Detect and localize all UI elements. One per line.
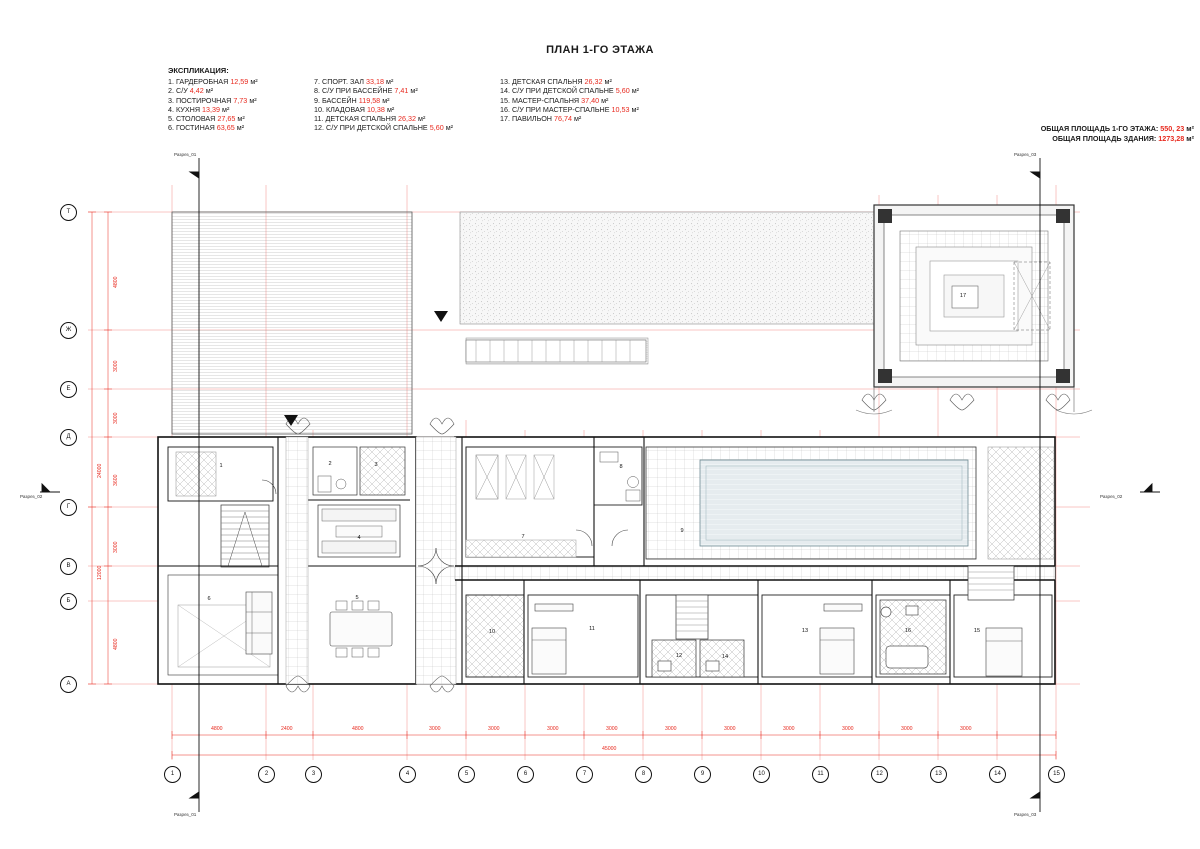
- room-label-3: 3: [374, 462, 378, 468]
- grid-col-15: 15: [1048, 766, 1065, 783]
- grid-row-v: В: [60, 558, 77, 575]
- grid-col-5: 5: [458, 766, 475, 783]
- grid-col-3: 3: [305, 766, 322, 783]
- room-label-14: 14: [721, 654, 729, 660]
- legend-item: 9. БАССЕЙН 119,58 м²: [314, 95, 390, 105]
- room-label-16: 16: [904, 628, 912, 634]
- dim-bottom-9: 3000: [724, 726, 736, 732]
- room-label-6: 6: [207, 596, 211, 602]
- grid-row-t: Т: [60, 204, 77, 221]
- dim-bottom-5: 3000: [488, 726, 500, 732]
- dim-bottom-8: 3000: [665, 726, 677, 732]
- grid-col-9: 9: [694, 766, 711, 783]
- section-mark-bottom-right: Разрез_03: [1014, 812, 1037, 817]
- legend-item: 6. ГОСТИНАЯ 63,65 м²: [168, 123, 245, 133]
- room-label-5: 5: [355, 595, 359, 601]
- dim-left-6: 4800: [113, 638, 119, 650]
- room-label-7: 7: [521, 534, 525, 540]
- grid-row-g: Г: [60, 499, 77, 516]
- section-mark-top-left: Разрез_01: [174, 152, 197, 157]
- dim-bottom-total: 45000: [602, 746, 617, 752]
- dim-bottom-3: 4800: [352, 726, 364, 732]
- dim-bottom-2: 2400: [281, 726, 293, 732]
- grid-row-a: А: [60, 676, 77, 693]
- room-label-15: 15: [973, 628, 981, 634]
- dim-bottom-1: 4800: [211, 726, 223, 732]
- grid-row-b: Б: [60, 593, 77, 610]
- dim-bottom-12: 3000: [901, 726, 913, 732]
- grid-col-1: 1: [164, 766, 181, 783]
- legend-item: 4. КУХНЯ 13,39 м²: [168, 104, 230, 114]
- section-mark-top-right: Разрез_03: [1014, 152, 1037, 157]
- legend-item: 11. ДЕТСКАЯ СПАЛЬНЯ 26,32 м²: [314, 114, 426, 124]
- room-label-1: 1: [219, 463, 223, 469]
- dim-left-total-2: 12000: [97, 565, 103, 580]
- legend-item: 3. ПОСТИРОЧНАЯ 7,73 м²: [168, 95, 257, 105]
- legend-item: 14. С/У ПРИ ДЕТСКОЙ СПАЛЬНЕ 5,60 м²: [500, 86, 640, 96]
- dim-left-5: 3000: [113, 541, 119, 553]
- dim-bottom-6: 3000: [547, 726, 559, 732]
- legend-heading: ЭКСПЛИКАЦИЯ:: [168, 66, 229, 75]
- legend-item: 5. СТОЛОВАЯ 27,65 м²: [168, 114, 245, 124]
- grid-row-d: Д: [60, 429, 77, 446]
- room-label-4: 4: [357, 535, 361, 541]
- room-label-2: 2: [328, 461, 332, 467]
- dim-left-2: 3000: [113, 360, 119, 372]
- legend-item: 17. ПАВИЛЬОН 76,74 м²: [500, 114, 582, 124]
- dim-bottom-10: 3000: [783, 726, 795, 732]
- legend-item: 16. С/У ПРИ МАСТЕР-СПАЛЬНЕ 10,53 м²: [500, 104, 639, 114]
- grid-row-zh: Ж: [60, 322, 77, 339]
- legend-item: 7. СПОРТ. ЗАЛ 33,18 м²: [314, 77, 394, 87]
- dim-bottom-7: 3000: [606, 726, 618, 732]
- room-label-13: 13: [801, 628, 809, 634]
- grid-col-11: 11: [812, 766, 829, 783]
- room-label-11: 11: [589, 626, 595, 632]
- room-label-9: 9: [680, 528, 684, 534]
- grid-col-14: 14: [989, 766, 1006, 783]
- total-floor-area: ОБЩАЯ ПЛОЩАДЬ 1-ГО ЭТАЖА: 550, 23 м²: [1040, 124, 1194, 133]
- legend-item: 15. МАСТЕР-СПАЛЬНЯ 37,40 м²: [500, 95, 609, 105]
- legend-item: 2. С/У 4,42 м²: [168, 86, 214, 96]
- dim-left-4: 3600: [113, 474, 119, 486]
- grid-col-2: 2: [258, 766, 275, 783]
- section-mark-bottom-left: Разрез_01: [174, 812, 197, 817]
- dim-left-total-1: 24000: [97, 463, 103, 478]
- room-label-10: 10: [488, 629, 496, 635]
- legend-item: 12. С/У ПРИ ДЕТСКОЙ СПАЛЬНЕ 5,60 м²: [314, 123, 454, 133]
- dim-bottom-4: 3000: [429, 726, 441, 732]
- grid-col-8: 8: [635, 766, 652, 783]
- page-title: ПЛАН 1-ГО ЭТАЖА: [546, 44, 654, 56]
- dim-bottom-11: 3000: [842, 726, 854, 732]
- total-building-area: ОБЩАЯ ПЛОЩАДЬ ЗДАНИЯ: 1273,28 м²: [1052, 133, 1194, 143]
- grid-col-13: 13: [930, 766, 947, 783]
- grid-col-10: 10: [753, 766, 770, 783]
- legend-item: 1. ГАРДЕРОБНАЯ 12,59 м²: [168, 77, 258, 87]
- grid-row-e: Е: [60, 381, 77, 398]
- dim-bottom-13: 3000: [960, 726, 972, 732]
- grid-col-7: 7: [576, 766, 593, 783]
- room-label-17: 17: [959, 293, 967, 299]
- grid-col-12: 12: [871, 766, 888, 783]
- dim-left-1: 4800: [113, 276, 119, 288]
- dim-left-3: 3000: [113, 412, 119, 424]
- room-label-12: 12: [675, 653, 683, 659]
- grid-col-4: 4: [399, 766, 416, 783]
- legend-item: 13. ДЕТСКАЯ СПАЛЬНЯ 26,32 м²: [500, 77, 612, 87]
- room-label-8: 8: [619, 464, 623, 470]
- section-mark-right: Разрез_02: [1100, 494, 1123, 499]
- legend-item: 10. КЛАДОВАЯ 10,38 м²: [314, 104, 395, 114]
- grid-col-6: 6: [517, 766, 534, 783]
- legend-item: 8. С/У ПРИ БАССЕЙНЕ 7,41 м²: [314, 86, 418, 96]
- section-mark-left: Разрез_02: [20, 494, 43, 499]
